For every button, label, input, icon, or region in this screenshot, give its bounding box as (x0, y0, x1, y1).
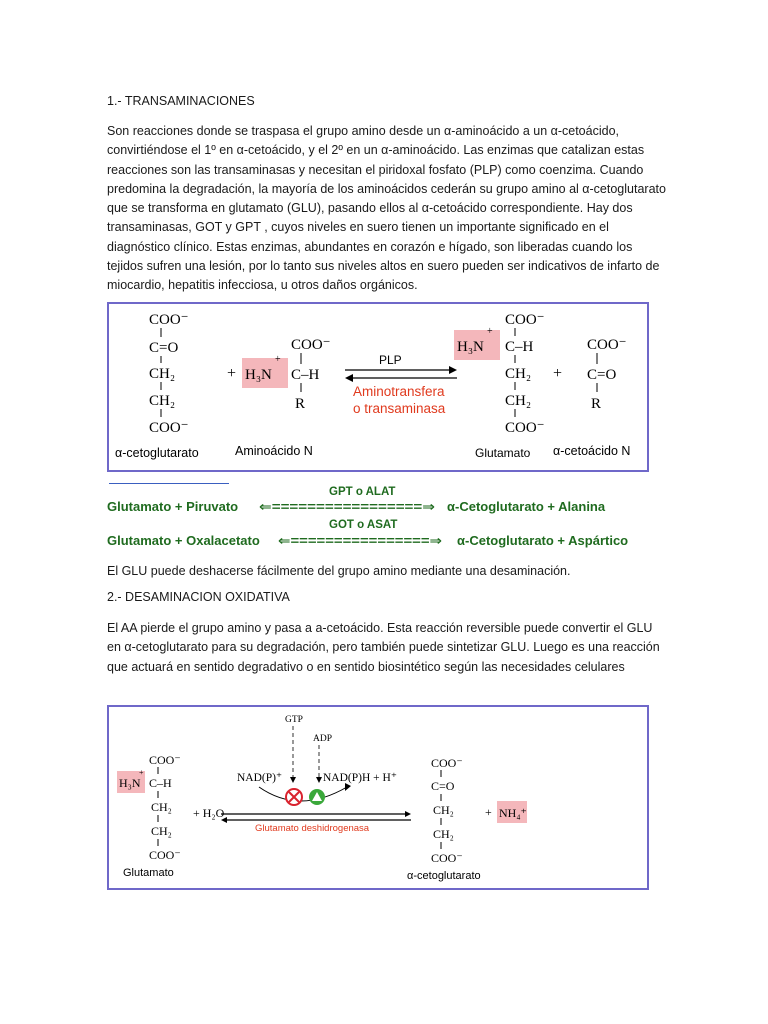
akg2-ch2-1: CH₂ (433, 803, 454, 817)
nh4-label: NH₄⁺ (499, 806, 527, 820)
eq1-arrow: ⇐=================⇒ (259, 499, 436, 514)
enzyme-line2: o transaminasa (353, 401, 446, 416)
glu-ch2-2: CH₂ (505, 393, 532, 409)
akg2-coo-bottom: COO⁻ (431, 851, 463, 865)
glu-note: El GLU puede deshacerse fácilmente del grupo amino mediante una desaminación. (107, 564, 571, 578)
eq2-right: α-Cetoglutarato + Aspártico (457, 533, 629, 548)
gtp-label: GTP (285, 715, 303, 725)
label-glutamato: Glutamato (475, 446, 531, 460)
plus-2: + (553, 365, 563, 382)
glu-nplus: + (487, 326, 493, 337)
aa-nplus: + (275, 354, 281, 365)
akg-ch2-1: CH₂ (149, 366, 176, 382)
label-aketoglutarato-2: α-cetoglutarato (407, 870, 481, 882)
deamination-diagram (109, 707, 647, 888)
section1-paragraph: Son reacciones donde se traspasa el grupo amino desde un α-aminoácido a un α-cetoácido, convirtiéndose el 1º en α-cetoácido, y el 2º en un α-aminoácido. Las enzimas que catalizan estas reacciones son las transaminasas y necesitan el piridoxal fosfato (PLP) como coenzima. Cuando predomina la degradación, la mayoría de los aminoácidos cederán su grupo amino al α-cetoglutarato que se transforma en glutamato (GLU), pasando ellos al α-cetoácido correspondiente. Hay dos transaminasas, GOT y GPT , cuyos niveles en suero tienen un importante significado en el diagnóstico clínico. Estas enzimas, abundantes en corazón e hígado, son liberadas cuando los tejidos sufren una lesión, por lo tanto sus niveles altos en suero pueden ser indicativos de infarto de miocardio, hepatitis infecciosa, u otros daños orgánicos. (107, 124, 666, 293)
got-label: GOT o ASAT (329, 519, 398, 531)
glu2-ch2-2: CH₂ (151, 824, 172, 838)
section2-heading: 2.- DESAMINACION OXIDATIVA (107, 590, 290, 604)
transamination-figure (107, 302, 649, 472)
akg2-ch2-2: CH₂ (433, 827, 454, 841)
enzyme-line1: Aminotransfera (353, 384, 445, 399)
ka-coo: COO⁻ (587, 337, 627, 353)
ka-r: R (591, 396, 602, 412)
akg2-coo-top: COO⁻ (431, 756, 463, 770)
nadp-label: NAD(P)⁺ (237, 772, 283, 784)
glu2-coo-bottom: COO⁻ (149, 848, 181, 862)
akg-coo-bottom: COO⁻ (149, 420, 189, 436)
aa-coo: COO⁻ (291, 337, 331, 353)
deamination-figure (107, 705, 649, 890)
label-aketoglutarato: α-cetoglutarato (115, 446, 199, 460)
label-acetoacido: α-cetoácido N (553, 444, 631, 458)
glu2-nplus: + (139, 768, 144, 777)
akg-co: C=O (149, 340, 179, 356)
aa-r: R (295, 396, 306, 412)
akg-ch2-2: CH₂ (149, 393, 176, 409)
eq1-left: Glutamato + Piruvato (107, 499, 239, 514)
aa-ch: C–H (291, 367, 320, 383)
glu-ch2-1: CH₂ (505, 366, 532, 382)
plus-h2o: + H₂O (193, 806, 225, 820)
ka-co: C=O (587, 367, 617, 383)
glu-coo-bottom: COO⁻ (505, 420, 545, 436)
glu2-ch2-1: CH₂ (151, 800, 172, 814)
nadph-label: NAD(P)H + H⁺ (323, 772, 397, 784)
plp-label: PLP (379, 353, 402, 367)
glu-coo-top: COO⁻ (505, 312, 545, 328)
eq1-right: α-Cetoglutarato + Alanina (447, 499, 606, 514)
glu2-coo-top: COO⁻ (149, 753, 181, 767)
transaminase-equations (107, 482, 667, 552)
plus-3: + (485, 805, 492, 819)
eq2-arrow: ⇐================⇒ (278, 533, 443, 548)
glu2-ch: C–H (149, 776, 172, 790)
plus-1: + (227, 365, 237, 382)
akg2-co: C=O (431, 779, 455, 793)
transamination-diagram (109, 304, 647, 470)
enzyme-label: Glutamato deshidrogenasa (255, 823, 370, 834)
akg-coo-top: COO⁻ (149, 312, 189, 328)
glu2-h3n: H₃N (119, 776, 141, 790)
eq2-left: Glutamato + Oxalacetato (107, 533, 260, 548)
section2-paragraph: El AA pierde el grupo amino y pasa a a-cetoácido. Esta reacción reversible puede convertir el GLU en α-cetoglutarato para su degradación, pero también puede sintetizar GLU. Luego es una reacción que actuará en sentido degradativo o en sentido biosintético según las necesidades celulares (107, 621, 660, 674)
label-aminoacido: Aminoácido N (235, 444, 313, 458)
label-glutamato-2: Glutamato (123, 867, 174, 879)
glu-ch: C–H (505, 339, 534, 355)
aa-h3n: H₃N (245, 367, 272, 383)
adp-label: ADP (313, 734, 333, 744)
section1-heading: 1.- TRANSAMINACIONES (107, 94, 255, 108)
gpt-label: GPT o ALAT (329, 486, 396, 498)
glu-h3n: H₃N (457, 339, 484, 355)
